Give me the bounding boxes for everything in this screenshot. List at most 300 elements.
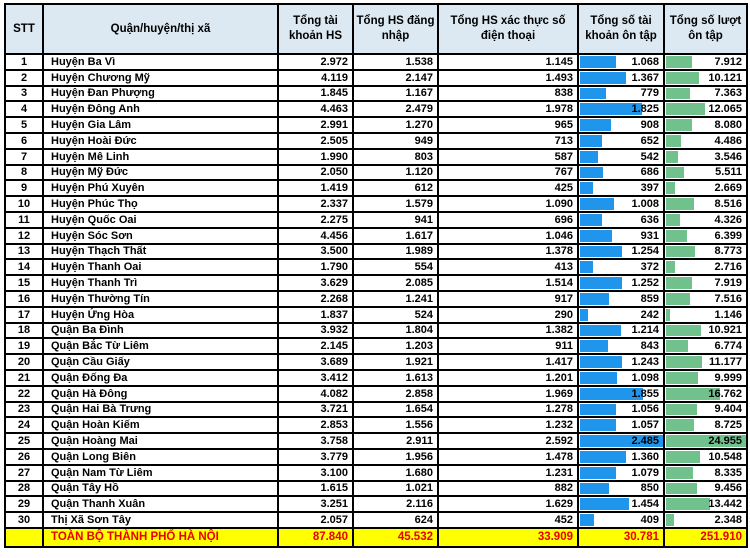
blue-data-bar	[580, 419, 616, 431]
review-accounts-cell	[578, 117, 664, 133]
district-cell: Huyện Đan Phượng	[43, 86, 278, 102]
district-cell: Quận Tây Hồ	[43, 481, 278, 497]
review-accounts-cell	[578, 228, 664, 244]
review-sessions-cell-value: 7.912	[714, 55, 742, 68]
logins-cell: 1.203	[353, 338, 438, 354]
phone-verified-cell: 587	[438, 149, 578, 165]
review-accounts-cell-value: 850	[640, 482, 659, 495]
blue-data-bar	[580, 214, 602, 226]
review-accounts-cell	[578, 417, 664, 433]
table-row	[5, 291, 747, 307]
blue-data-bar	[580, 325, 621, 337]
review-sessions-cell	[664, 354, 747, 370]
accounts-cell: 1.990	[278, 149, 353, 165]
review-sessions-cell-value: 5.511	[715, 166, 742, 179]
green-data-bar	[666, 88, 690, 100]
review-accounts-cell	[578, 244, 664, 260]
phone-verified-cell: 1.201	[438, 370, 578, 386]
review-sessions-cell	[664, 180, 747, 196]
review-sessions-cell	[664, 386, 747, 402]
blue-data-bar	[580, 451, 626, 463]
green-data-bar	[666, 372, 698, 384]
logins-cell: 1.654	[353, 402, 438, 418]
review-accounts-cell-value: 1.056	[631, 403, 659, 416]
phone-verified-cell: 838	[438, 86, 578, 102]
accounts-cell: 3.721	[278, 402, 353, 418]
table-row	[5, 496, 747, 512]
phone-verified-cell: 1.145	[438, 54, 578, 70]
phone-verified-cell: 917	[438, 291, 578, 307]
review-sessions-cell-value: 7.363	[714, 87, 742, 100]
accounts-cell: 2.337	[278, 196, 353, 212]
phone-verified-cell: 1.978	[438, 101, 578, 117]
green-data-bar	[666, 483, 697, 495]
green-data-bar	[666, 72, 699, 84]
blue-data-bar	[580, 356, 622, 368]
logins-cell: 1.613	[353, 370, 438, 386]
blue-data-bar	[580, 72, 626, 84]
review-accounts-cell	[578, 354, 664, 370]
review-sessions-cell	[664, 433, 747, 449]
review-accounts-cell-value: 1.214	[631, 324, 659, 337]
green-data-bar	[666, 56, 692, 68]
blue-data-bar	[580, 293, 609, 305]
logins-cell: 1.120	[353, 165, 438, 181]
table-row	[5, 149, 747, 165]
blue-data-bar	[580, 498, 629, 510]
accounts-cell: 3.629	[278, 275, 353, 291]
report-table	[4, 3, 748, 548]
district-cell: Thị Xã Sơn Tây	[43, 512, 278, 528]
logins-cell: 1.021	[353, 481, 438, 497]
review-sessions-cell	[664, 54, 747, 70]
review-sessions-cell-value: 2.669	[714, 182, 742, 195]
district-cell: Quận Đống Đa	[43, 370, 278, 386]
review-accounts-cell	[578, 465, 664, 481]
logins-cell: 1.680	[353, 465, 438, 481]
review-accounts-cell	[578, 86, 664, 102]
header-logins: Tổng HS đăng nhập	[353, 4, 438, 54]
table-row	[5, 354, 747, 370]
review-sessions-cell-value: 3.546	[714, 150, 742, 163]
phone-verified-cell: 1.046	[438, 228, 578, 244]
header-phone-verified: Tổng HS xác thực số điện thoại	[438, 4, 578, 54]
table-row	[5, 481, 747, 497]
accounts-cell: 2.505	[278, 133, 353, 149]
accounts-cell: 3.758	[278, 433, 353, 449]
review-accounts-cell-value: 372	[640, 261, 659, 274]
logins-cell: 554	[353, 259, 438, 275]
table-row	[5, 275, 747, 291]
review-sessions-cell-value: 13.442	[708, 498, 742, 511]
logins-cell: 2.479	[353, 101, 438, 117]
review-sessions-cell-value: 8.080	[714, 119, 742, 132]
total-review-accounts: 30.781	[578, 528, 664, 547]
review-sessions-cell	[664, 323, 747, 339]
table-row	[5, 212, 747, 228]
stt-cell: 5	[5, 117, 43, 133]
review-accounts-cell	[578, 133, 664, 149]
header-district: Quận/huyện/thị xã	[43, 4, 278, 54]
blue-data-bar	[580, 467, 616, 479]
review-sessions-cell	[664, 117, 747, 133]
blue-data-bar	[580, 135, 602, 147]
stt-cell: 26	[5, 449, 43, 465]
review-sessions-cell	[664, 481, 747, 497]
review-accounts-cell-value: 1.079	[631, 466, 659, 479]
green-data-bar	[666, 514, 674, 526]
blue-data-bar	[580, 246, 622, 258]
stt-cell: 7	[5, 149, 43, 165]
review-sessions-cell	[664, 465, 747, 481]
logins-cell: 612	[353, 180, 438, 196]
review-sessions-cell	[664, 86, 747, 102]
district-cell: Quận Hà Đông	[43, 386, 278, 402]
blue-data-bar	[580, 167, 603, 179]
header-row	[5, 4, 747, 54]
review-accounts-cell-value: 1.057	[631, 419, 659, 432]
logins-cell: 524	[353, 307, 438, 323]
phone-verified-cell: 1.478	[438, 449, 578, 465]
review-accounts-cell-value: 859	[640, 292, 659, 305]
review-accounts-cell-value: 409	[640, 514, 659, 526]
phone-verified-cell: 1.969	[438, 386, 578, 402]
review-accounts-cell	[578, 180, 664, 196]
district-cell: Quận Hai Bà Trưng	[43, 402, 278, 418]
review-sessions-cell-value: 10.121	[708, 71, 742, 84]
review-sessions-cell-value: 24.955	[708, 435, 742, 448]
phone-verified-cell: 425	[438, 180, 578, 196]
accounts-cell: 4.456	[278, 228, 353, 244]
table-row	[5, 180, 747, 196]
review-sessions-cell-value: 10.548	[708, 450, 742, 463]
logins-cell: 624	[353, 512, 438, 528]
green-data-bar	[666, 182, 675, 194]
review-accounts-cell-value: 1.068	[631, 55, 659, 68]
review-accounts-cell-value: 397	[640, 182, 659, 195]
review-accounts-cell	[578, 449, 664, 465]
green-data-bar	[666, 277, 692, 289]
blue-data-bar	[580, 182, 593, 194]
table-row	[5, 386, 747, 402]
district-cell: Huyện Phúc Thọ	[43, 196, 278, 212]
review-accounts-cell-value: 242	[640, 308, 659, 321]
district-cell: Huyện Thạch Thất	[43, 244, 278, 260]
accounts-cell: 3.412	[278, 370, 353, 386]
review-accounts-cell-value: 1.855	[631, 387, 659, 400]
accounts-cell: 4.463	[278, 101, 353, 117]
accounts-cell: 3.251	[278, 496, 353, 512]
district-cell: Quận Nam Từ Liêm	[43, 465, 278, 481]
stt-cell: 1	[5, 54, 43, 70]
green-data-bar	[666, 214, 680, 226]
review-accounts-cell-value: 1.254	[631, 245, 659, 258]
accounts-cell: 4.119	[278, 70, 353, 86]
stt-cell: 10	[5, 196, 43, 212]
review-accounts-cell	[578, 212, 664, 228]
review-sessions-cell-value: 8.773	[714, 245, 742, 258]
review-accounts-cell	[578, 370, 664, 386]
review-sessions-cell-value: 8.335	[714, 466, 742, 479]
review-sessions-cell	[664, 512, 747, 528]
review-sessions-cell	[664, 228, 747, 244]
blue-data-bar	[580, 88, 606, 100]
district-cell: Quận Bắc Từ Liêm	[43, 338, 278, 354]
logins-cell: 1.579	[353, 196, 438, 212]
review-accounts-cell	[578, 149, 664, 165]
phone-verified-cell: 1.090	[438, 196, 578, 212]
phone-verified-cell: 713	[438, 133, 578, 149]
district-cell: Huyện Thanh Oai	[43, 259, 278, 275]
table-row	[5, 117, 747, 133]
accounts-cell: 3.689	[278, 354, 353, 370]
stt-cell: 4	[5, 101, 43, 117]
logins-cell: 1.921	[353, 354, 438, 370]
review-accounts-cell-value: 779	[640, 87, 659, 100]
phone-verified-cell: 1.231	[438, 465, 578, 481]
green-data-bar	[666, 404, 697, 416]
review-sessions-cell-value: 8.516	[714, 198, 742, 211]
review-accounts-cell-value: 1.243	[631, 356, 659, 369]
blue-data-bar	[580, 277, 622, 289]
phone-verified-cell: 413	[438, 259, 578, 275]
review-accounts-cell-value: 686	[640, 166, 659, 179]
district-cell: Quận Hoàn Kiếm	[43, 417, 278, 433]
phone-verified-cell: 882	[438, 481, 578, 497]
review-sessions-cell-value: 7.516	[714, 292, 742, 305]
district-cell: Huyện Ứng Hòa	[43, 307, 278, 323]
stt-cell: 23	[5, 402, 43, 418]
phone-verified-cell: 1.493	[438, 70, 578, 86]
review-accounts-cell	[578, 402, 664, 418]
phone-verified-cell: 452	[438, 512, 578, 528]
stt-cell: 11	[5, 212, 43, 228]
stt-cell: 22	[5, 386, 43, 402]
phone-verified-cell: 767	[438, 165, 578, 181]
district-cell: Quận Ba Đình	[43, 323, 278, 339]
stt-cell: 18	[5, 323, 43, 339]
review-accounts-cell	[578, 512, 664, 528]
blue-data-bar	[580, 230, 612, 242]
blue-data-bar	[580, 261, 593, 273]
review-accounts-cell	[578, 275, 664, 291]
blue-data-bar	[580, 404, 616, 416]
review-sessions-cell	[664, 402, 747, 418]
logins-cell: 1.989	[353, 244, 438, 260]
district-cell: Huyện Mê Linh	[43, 149, 278, 165]
green-data-bar	[666, 103, 705, 115]
stt-cell: 9	[5, 180, 43, 196]
table-row	[5, 417, 747, 433]
accounts-cell: 3.779	[278, 449, 353, 465]
green-data-bar	[666, 198, 694, 210]
accounts-cell: 1.419	[278, 180, 353, 196]
stt-cell: 20	[5, 354, 43, 370]
district-cell: Huyện Thanh Trì	[43, 275, 278, 291]
review-accounts-cell-value: 636	[640, 213, 659, 226]
stt-cell: 25	[5, 433, 43, 449]
table-row	[5, 465, 747, 481]
review-accounts-cell-value: 652	[640, 134, 659, 147]
review-sessions-cell	[664, 149, 747, 165]
accounts-cell: 1.790	[278, 259, 353, 275]
review-accounts-cell-value: 931	[640, 229, 659, 242]
review-sessions-cell	[664, 417, 747, 433]
phone-verified-cell: 1.278	[438, 402, 578, 418]
review-accounts-cell	[578, 101, 664, 117]
blue-data-bar	[580, 340, 608, 352]
stt-cell: 29	[5, 496, 43, 512]
logins-cell: 1.538	[353, 54, 438, 70]
review-accounts-cell	[578, 481, 664, 497]
review-accounts-cell	[578, 338, 664, 354]
review-sessions-cell	[664, 338, 747, 354]
accounts-cell: 3.932	[278, 323, 353, 339]
review-sessions-cell-value: 11.177	[708, 356, 742, 369]
accounts-cell: 2.991	[278, 117, 353, 133]
review-sessions-cell-value: 9.456	[714, 482, 742, 495]
stt-cell: 2	[5, 70, 43, 86]
district-cell: Huyện Hoài Đức	[43, 133, 278, 149]
district-cell: Huyện Ba Vì	[43, 54, 278, 70]
table-row	[5, 70, 747, 86]
review-sessions-cell-value: 7.919	[714, 277, 742, 290]
total-phone-verified: 33.909	[438, 528, 578, 547]
review-sessions-cell	[664, 165, 747, 181]
accounts-cell: 2.853	[278, 417, 353, 433]
review-sessions-cell	[664, 70, 747, 86]
review-sessions-cell-value: 1.146	[714, 308, 742, 321]
table-row	[5, 307, 747, 323]
review-sessions-cell-value: 4.326	[714, 213, 742, 226]
table-row	[5, 54, 747, 70]
logins-cell: 949	[353, 133, 438, 149]
review-accounts-cell-value: 1.098	[631, 371, 659, 384]
blue-data-bar	[580, 151, 598, 163]
accounts-cell: 2.275	[278, 212, 353, 228]
logins-cell: 1.167	[353, 86, 438, 102]
stt-cell: 17	[5, 307, 43, 323]
green-data-bar	[666, 419, 694, 431]
header-review-accounts: Tổng số tài khoản ôn tập	[578, 4, 664, 54]
review-sessions-cell	[664, 101, 747, 117]
phone-verified-cell: 1.629	[438, 496, 578, 512]
review-accounts-cell	[578, 433, 664, 449]
table-row	[5, 196, 747, 212]
stt-cell: 19	[5, 338, 43, 354]
review-accounts-cell-value: 1.454	[631, 498, 659, 511]
district-cell: Quận Cầu Giấy	[43, 354, 278, 370]
district-cell: Huyện Mỹ Đức	[43, 165, 278, 181]
stt-cell: 6	[5, 133, 43, 149]
phone-verified-cell: 696	[438, 212, 578, 228]
phone-verified-cell: 1.514	[438, 275, 578, 291]
review-sessions-cell-value: 2.716	[714, 261, 742, 274]
table-row	[5, 133, 747, 149]
phone-verified-cell: 965	[438, 117, 578, 133]
logins-cell: 941	[353, 212, 438, 228]
review-sessions-cell-value: 10.921	[708, 324, 742, 337]
table-row	[5, 338, 747, 354]
review-sessions-cell	[664, 291, 747, 307]
blue-data-bar	[580, 198, 614, 210]
stt-cell: 27	[5, 465, 43, 481]
blue-data-bar	[580, 372, 617, 384]
district-rows	[5, 54, 747, 528]
district-cell: Huyện Đông Anh	[43, 101, 278, 117]
total-row	[5, 528, 747, 547]
phone-verified-cell: 2.592	[438, 433, 578, 449]
green-data-bar	[666, 309, 670, 321]
table-row	[5, 402, 747, 418]
district-cell: Huyện Sóc Sơn	[43, 228, 278, 244]
blue-data-bar	[580, 56, 616, 68]
accounts-cell: 2.268	[278, 291, 353, 307]
phone-verified-cell: 911	[438, 338, 578, 354]
logins-cell: 1.956	[353, 449, 438, 465]
table-row	[5, 86, 747, 102]
accounts-cell: 2.050	[278, 165, 353, 181]
header-stt: STT	[5, 4, 43, 54]
review-sessions-cell-value: 16.762	[708, 387, 742, 400]
review-sessions-cell	[664, 307, 747, 323]
stt-cell: 21	[5, 370, 43, 386]
table-row	[5, 433, 747, 449]
review-sessions-cell-value: 12.065	[708, 103, 742, 116]
green-data-bar	[666, 293, 690, 305]
review-sessions-cell	[664, 244, 747, 260]
stt-cell: 15	[5, 275, 43, 291]
green-data-bar	[666, 325, 701, 337]
stt-cell: 30	[5, 512, 43, 528]
logins-cell: 2.858	[353, 386, 438, 402]
table-row	[5, 259, 747, 275]
blue-data-bar	[580, 514, 594, 526]
review-sessions-cell	[664, 449, 747, 465]
accounts-cell: 1.837	[278, 307, 353, 323]
review-accounts-cell-value: 1.367	[631, 71, 659, 84]
review-sessions-cell-value: 8.725	[714, 419, 742, 432]
accounts-cell: 2.145	[278, 338, 353, 354]
blue-data-bar	[580, 309, 588, 321]
logins-cell: 1.804	[353, 323, 438, 339]
accounts-cell: 1.845	[278, 86, 353, 102]
district-cell: Huyện Quốc Oai	[43, 212, 278, 228]
green-data-bar	[666, 246, 695, 258]
review-sessions-cell-value: 6.774	[714, 340, 742, 353]
district-cell: Huyện Chương Mỹ	[43, 70, 278, 86]
phone-verified-cell: 1.417	[438, 354, 578, 370]
review-sessions-cell	[664, 496, 747, 512]
stt-cell: 8	[5, 165, 43, 181]
review-sessions-cell-value: 6.399	[714, 229, 742, 242]
review-accounts-cell	[578, 291, 664, 307]
stt-cell: 14	[5, 259, 43, 275]
review-accounts-cell	[578, 165, 664, 181]
blue-data-bar	[580, 483, 609, 495]
logins-cell: 1.556	[353, 417, 438, 433]
accounts-cell: 1.615	[278, 481, 353, 497]
district-cell: Huyện Thường Tín	[43, 291, 278, 307]
table-row	[5, 228, 747, 244]
green-data-bar	[666, 167, 684, 179]
accounts-cell: 4.082	[278, 386, 353, 402]
review-accounts-cell-value: 1.360	[631, 450, 659, 463]
review-accounts-cell	[578, 307, 664, 323]
review-sessions-cell-value: 9.404	[714, 403, 742, 416]
logins-cell: 803	[353, 149, 438, 165]
district-cell: Quận Hoàng Mai	[43, 433, 278, 449]
